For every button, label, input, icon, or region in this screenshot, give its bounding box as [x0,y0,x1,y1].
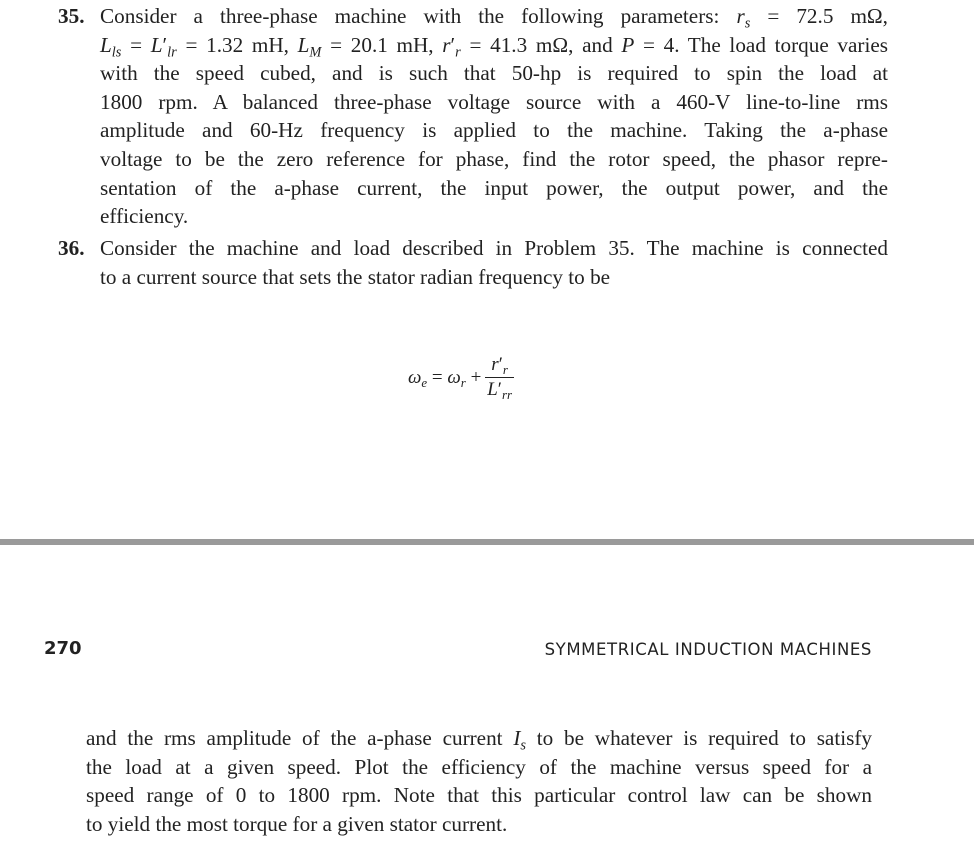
text-line: Consider the machine and load described in Problem 35. The machine is connected [100,236,888,260]
text-line: amplitude and 60-Hz frequency is applied to the machine. Taking the a-phase [100,118,888,143]
text-line: efficiency. [100,204,189,229]
problem-number: 36. [58,236,85,260]
fraction-denominator: $L'_{rr}$ [487,379,512,402]
fraction-numerator: $r'_r$ [485,354,514,378]
page-divider [0,539,974,545]
text-line: to a current source that sets the stator radian frequency to be [100,264,611,289]
text-line: sentation of the a-phase current, the input power, the output power, and the [100,175,888,200]
text-line: Consider a three-phase machine with the following parameters: $r_s = 72.5$ mΩ, [100,4,888,32]
stator-frequency-equation [408,354,514,401]
text-line: to yield the most torque for a given stator current. [86,811,508,836]
text-line: voltage to be the zero reference for phase, find the rotor speed, the phasor repre- [100,146,888,171]
text-line: and the rms amplitude of the a-phase current $I_s$ to be whatever is required to satisfy [86,726,873,754]
problem-36-continuation [86,724,872,838]
page-number: 270 [44,638,82,659]
equation-fraction [485,354,514,401]
text-line: $L_{ls} = L'_{lr} = 1.32$ mH, $L_M = 20.1$ mH, $r'_r = 41.3$ mΩ, and P = 4. The load torque varies [100,32,888,60]
problem-36 [58,234,888,291]
problem-number: 35. [58,4,85,28]
equation-lhs: $\omega_e = \omega_r$ + [408,366,482,390]
problem-text [100,234,888,291]
problem-text [100,2,888,231]
text-line: the load at a given speed. Plot the efficiency of the machine versus speed for a [86,754,872,779]
text-line: with the speed cubed, and is such that 50-hp is required to spin the load at [100,61,888,86]
text-line: speed range of 0 to 1800 rpm. Note that this particular control law can be shown [86,783,872,808]
text-line: 1800 rpm. A balanced three-phase voltage source with a 460-V line-to-line rms [100,89,888,114]
running-head: SYMMETRICAL INDUCTION MACHINES [544,640,872,659]
problem-35 [58,2,888,231]
